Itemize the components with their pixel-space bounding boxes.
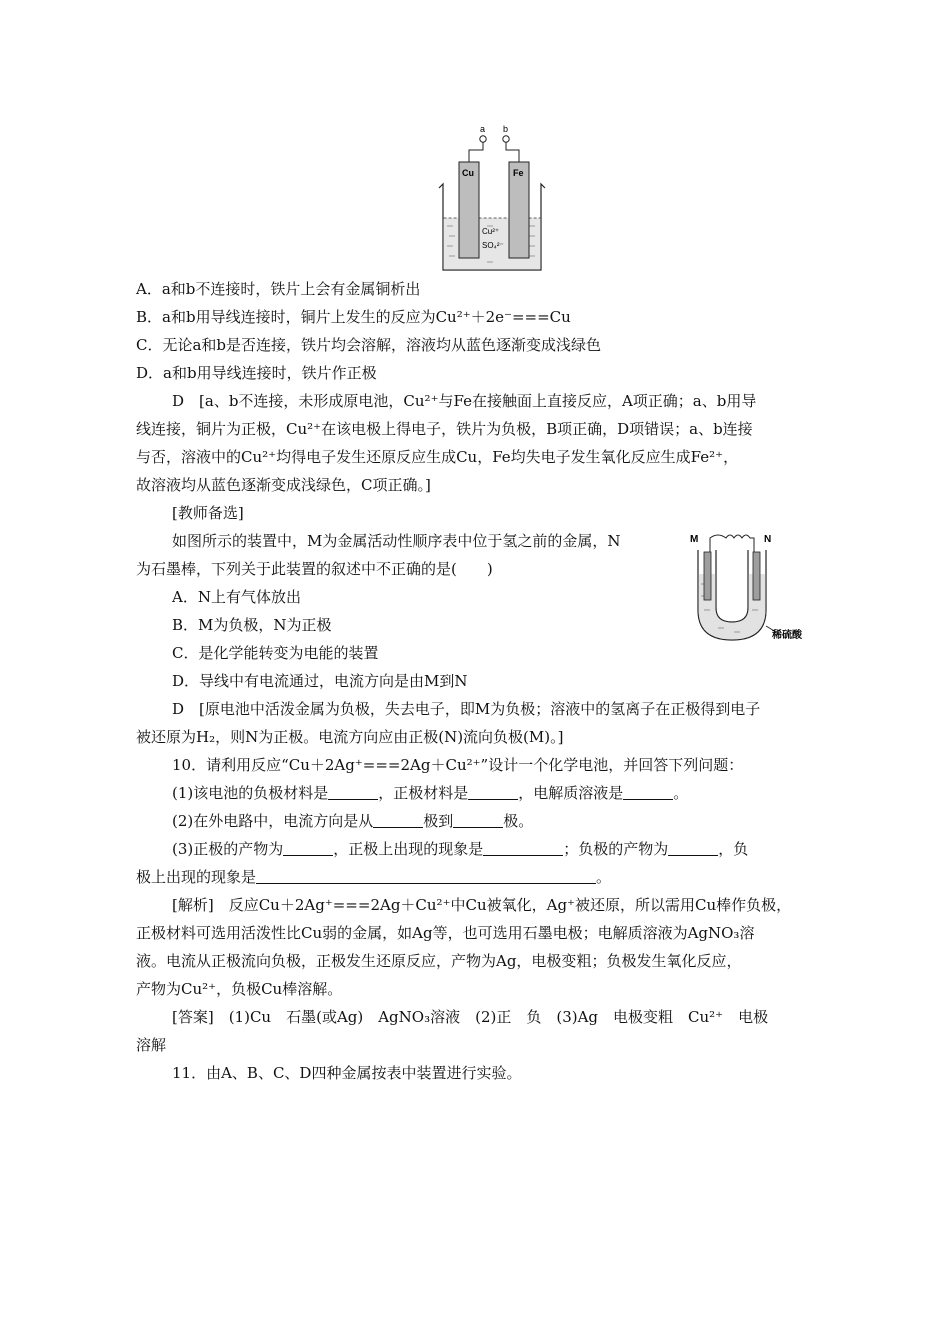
terminal-b-label: b bbox=[503, 124, 509, 134]
answer-blank[interactable] bbox=[328, 785, 378, 800]
q10-part-3 bbox=[172, 839, 748, 859]
q10-answer-key-line-1: [答案] (1)Cu 石墨(或Ag) AgNO₃溶液 (2)正 负 (3)Ag 电极变粗 Cu²⁺ 电极 bbox=[172, 1008, 769, 1026]
q10-p1-text-d: 。 bbox=[673, 784, 689, 802]
q10-p2-text-a: (2)在外电路中，电流方向是从 bbox=[172, 812, 374, 830]
answer-blank[interactable] bbox=[668, 841, 718, 856]
q10-p1-text-b: ，正极材料是 bbox=[378, 784, 469, 802]
q10-stem: 10．请利用反应“Cu＋2Ag⁺===2Ag＋Cu²⁺”设计一个化学电池，并回答下列问题： bbox=[172, 756, 744, 774]
teacher-heading: [教师备选] bbox=[172, 504, 244, 522]
teacher-option-c: C．是化学能转变为电能的装置 bbox=[172, 644, 379, 662]
q10-part-3-cont bbox=[136, 867, 611, 887]
cu-ion-label: Cu²⁺ bbox=[482, 227, 500, 236]
q10-p3-text-d: ，负 bbox=[718, 840, 749, 858]
electrode-n-label: N bbox=[764, 534, 772, 545]
q9-answer-line-3: 与否，溶液中的Cu²⁺均得电子发生还原反应生成Cu，Fe均失电子发生氧化反应生成Fe²⁺， bbox=[136, 448, 739, 466]
q10-part-2 bbox=[172, 811, 533, 831]
q10-explanation-line-3: 液。电流从正极流向负极，正极发生还原反应，产物为Ag，电极变粗；负极发生氧化反应， bbox=[136, 952, 742, 970]
q10-answer-key-line-2: 溶解 bbox=[136, 1036, 167, 1054]
q9-option-c: C．无论a和b是否连接，铁片均会溶解，溶液均从蓝色逐渐变成浅绿色 bbox=[136, 336, 602, 354]
q10-explanation-line-4: 产物为Cu²⁺，负极Cu棒溶解。 bbox=[136, 980, 343, 998]
cu-electrode-label: Cu bbox=[462, 168, 474, 178]
q10-part-1 bbox=[172, 783, 688, 803]
teacher-answer-line-1: D [原电池中活泼金属为负极，失去电子，即M为负极；溶液中的氢离子在正极得到电子 bbox=[172, 700, 761, 718]
q10-p3-text-c: ；负极的产物为 bbox=[563, 840, 669, 858]
q9-option-b: B．a和b用导线连接时，铜片上发生的反应为Cu²⁺＋2e⁻===Cu bbox=[136, 308, 571, 326]
q9-option-d: D．a和b用导线连接时，铁片作正极 bbox=[136, 364, 377, 382]
q10-p3-text-e: 极上出现的现象是 bbox=[136, 868, 257, 886]
q9-answer-line-2: 线连接，铜片为正极，Cu²⁺在该电极上得电子，铁片为负极，B项正确，D项错误；a、b连接 bbox=[136, 420, 753, 438]
q10-p3-text-b: ，正极上出现的现象是 bbox=[333, 840, 484, 858]
q9-option-a: A．a和b不连接时，铁片上会有金属铜析出 bbox=[136, 280, 421, 298]
terminal-a-label: a bbox=[480, 124, 486, 134]
teacher-option-b: B．M为负极，N为正极 bbox=[172, 616, 332, 634]
answer-blank[interactable] bbox=[256, 869, 596, 884]
answer-blank[interactable] bbox=[453, 813, 503, 828]
teacher-option-d: D．导线中有电流通过，电流方向是由M到N bbox=[172, 672, 468, 690]
fe-electrode-label: Fe bbox=[513, 168, 524, 178]
teacher-answer-line-2: 被还原为H₂，则N为正极。电流方向应由正极(N)流向负极(M)。] bbox=[136, 728, 564, 746]
teacher-stem-line-2: 为石墨棒，下列关于此装置的叙述中不正确的是( ) bbox=[136, 560, 493, 578]
u-tube-cell-figure bbox=[688, 528, 824, 644]
q9-answer-line-4: 故溶液均从蓝色逐渐变成浅绿色，C项正确。] bbox=[136, 476, 431, 494]
q10-p1-text-a: (1)该电池的负极材料是 bbox=[172, 784, 329, 802]
q9-answer-line-1: D [a、b不连接，未形成原电池，Cu²⁺与Fe在接触面上直接反应，A项正确；a、b用导 bbox=[172, 392, 757, 410]
q10-explanation-line-2: 正极材料可选用活泼性比Cu弱的金属，如Ag等，也可选用石墨电极；电解质溶液为AgNO₃溶 bbox=[136, 924, 755, 942]
cu-fe-beaker-figure bbox=[437, 122, 547, 274]
q10-p1-text-c: ，电解质溶液是 bbox=[518, 784, 624, 802]
teacher-stem-line-1: 如图所示的装置中，M为金属活动性顺序表中位于氢之前的金属，N bbox=[172, 532, 621, 550]
sulfate-ion-label: SO₄²⁻ bbox=[482, 241, 504, 250]
q10-explanation-line-1: [解析] 反应Cu＋2Ag⁺===2Ag＋Cu²⁺中Cu被氧化，Ag⁺被还原，所以需用Cu棒作负极， bbox=[172, 896, 792, 914]
q11-stem: 11．由A、B、C、D四种金属按表中装置进行实验。 bbox=[172, 1064, 522, 1082]
q10-p2-text-b: 极到 bbox=[423, 812, 454, 830]
answer-blank[interactable] bbox=[468, 785, 518, 800]
electrode-m-label: M bbox=[690, 534, 699, 545]
q10-p3-text-a: (3)正极的产物为 bbox=[172, 840, 284, 858]
answer-blank[interactable] bbox=[373, 813, 423, 828]
answer-blank[interactable] bbox=[483, 841, 563, 856]
q10-p2-text-c: 极。 bbox=[503, 812, 534, 830]
teacher-option-a: A．N上有气体放出 bbox=[172, 588, 301, 606]
answer-blank[interactable] bbox=[283, 841, 333, 856]
q10-p3-text-f: 。 bbox=[596, 868, 612, 886]
answer-blank[interactable] bbox=[623, 785, 673, 800]
dilute-sulfuric-acid-label: 稀硫酸 bbox=[772, 630, 802, 641]
